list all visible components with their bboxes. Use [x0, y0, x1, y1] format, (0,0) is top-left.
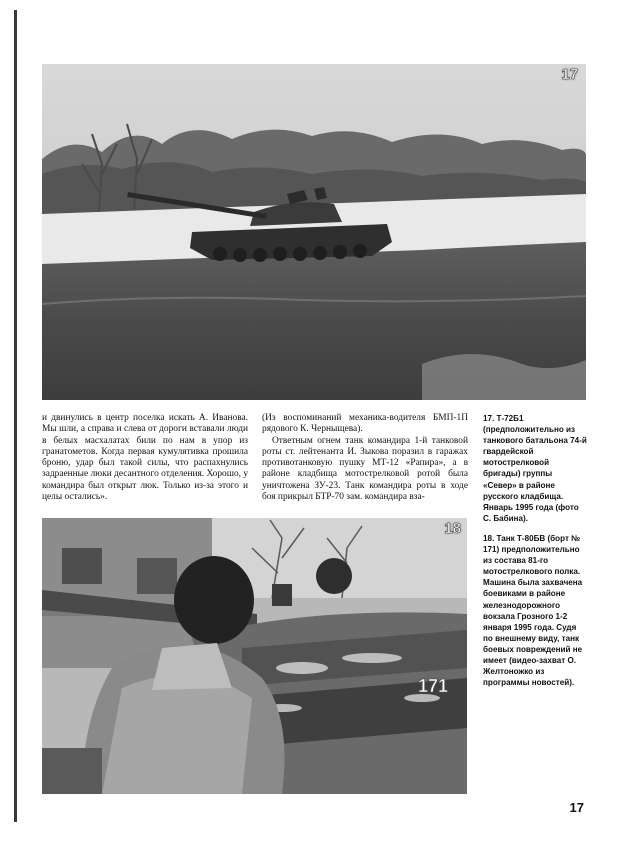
photo-tank-field — [42, 64, 586, 400]
page-spine-line — [14, 10, 17, 822]
tank-hull-number: 171 — [418, 676, 449, 696]
caption-photo-17: 17. Т-72Б1 (предположительно из танкового батальона 74-й гвардейской мотострелковой бригады) группы «Север» в районе русского кладбища. Январь 1995 года (фото С. Бабина). — [483, 414, 587, 523]
article-text-middle — [262, 413, 468, 503]
photo-captured-tank — [42, 518, 467, 794]
page-number: 17 — [569, 800, 584, 815]
caption-column — [483, 413, 588, 697]
photo-captured-tank-image — [42, 518, 467, 794]
article-paragraph: и двинулись в центр поселка искать А. Иванова. Мы шли, а справа и слева от дороги вставали люди в белых масхалатах били по нам в упор из гранатометов. Когда первая кумулятивка прошила броню, удар был такой силы, что распахнулись задраенные люки десантного отделения. Хорошо, у командира был открыт люк. Только из-за этого и целы остались». — [42, 413, 249, 503]
article-paragraph: (Из воспоминаний механика-водителя БМП-1П рядового К. Черныщева). — [262, 413, 468, 435]
article-text-left — [42, 413, 248, 503]
article-paragraph: Ответным огнем танк командира 1-й танковой роты ст. лейтенанта И. Зыкова поразил в гаражах противотанковую пушку МТ-12 «Рапира», а в районе кладбища мотострелковой ротой была уничтожена ЗУ-23. Танк командира роты в ходе боя прикрыл БТР-70 зам. командира вза- — [262, 435, 468, 503]
photo-number-18: 18 — [444, 520, 461, 537]
photo-tank-field-image — [42, 64, 586, 400]
caption-photo-18: 18. Танк Т-80БВ (борт № 171) предположительно из состава 81-го мотострелкового полка. Машина была захвачена боевиками в районе железнодорожного вокзала Грозного 1-2 января 1995 года. Судя по внешнему виду, танк боевых повреждений не имеет (видео-захват О. Желтоножко из программы новостей). — [483, 533, 583, 688]
photo-number-17: 17 — [561, 66, 578, 83]
